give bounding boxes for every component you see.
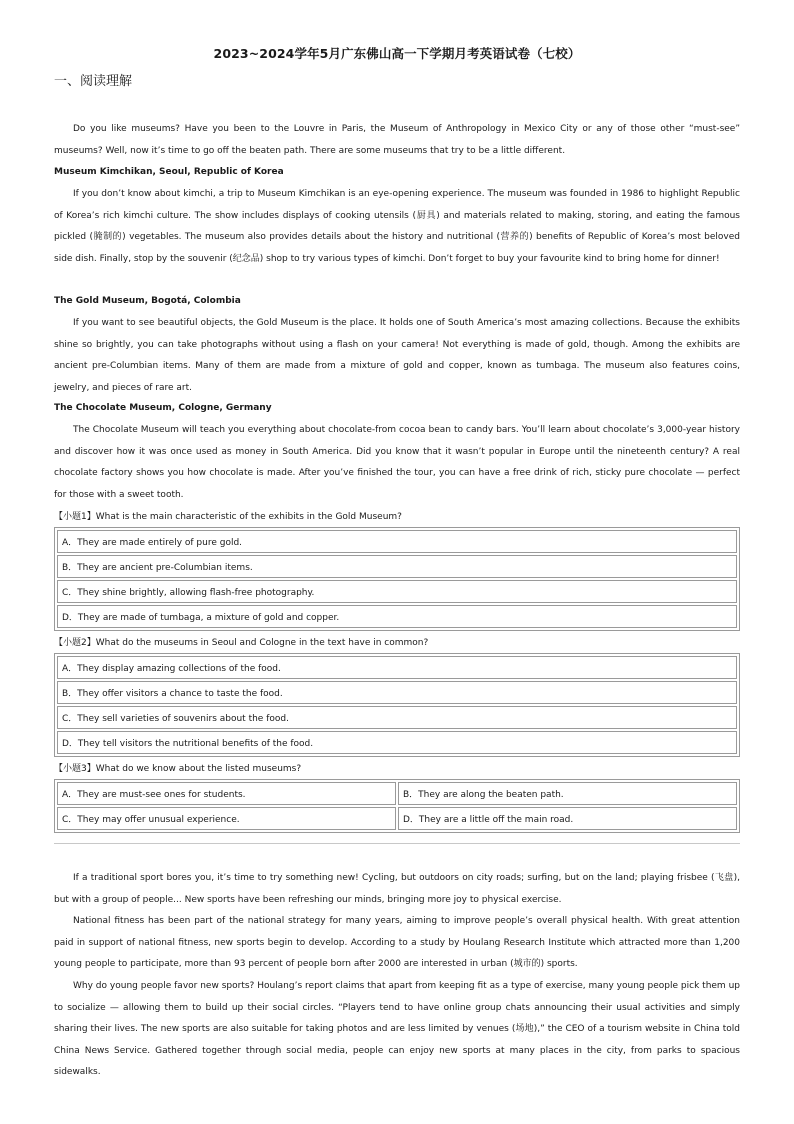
museum-text-gold: If you want to see beautiful objects, the Gold Museum is the place. It holds one of South America’s most amazing collections. Because the exhibits shine so brightly, you can take photographs without using a flash on your camera! Not everything is made of gold, though. Among the exhibits are ancient pre-Columbian items. Many of them are made from a mixture of gold and copper, known as tumbaga. The museum also features coins, jewelry, and pieces of rare art. — [54, 318, 740, 393]
museum-heading-gold: The Gold Museum, Bogotá, Colombia — [54, 296, 241, 306]
passage-divider — [54, 843, 740, 844]
museum-text-chocolate: The Chocolate Museum will teach you everything about chocolate-from cocoa bean to candy bars. You’ll learn about chocolate’s 3,000-year history and discover how it was once used as money in South America. Did you know that it wasn’t popular in Europe until the nineteenth century? A real chocolate factory shows you how chocolate is made. After you’ve finished the tour, you can have a free drink of rich, sticky pure chocolate — perfect for those with a sweet tooth. — [54, 425, 740, 500]
question-1-option-a[interactable]: A．They are made entirely of pure gold. — [57, 530, 737, 553]
question-2-option-a[interactable]: A．They display amazing collections of the food. — [57, 656, 737, 679]
question-1-option-c[interactable]: C．They shine brightly, allowing flash-free photography. — [57, 580, 737, 603]
question-3-option-d[interactable]: D．They are a little off the main road. — [398, 807, 737, 830]
question-1-stem: 【小题1】What is the main characteristic of the exhibits in the Gold Museum? — [54, 512, 402, 522]
passage1-intro: Do you like museums? Have you been to the Louvre in Paris, the Museum of Anthropology in Mexico City or any of those other “must-see” museums? Well, now it’s time to go off the beaten path. There are some museums that try to be a little different. — [54, 124, 740, 156]
passage2-paragraph-2: National fitness has been part of the national strategy for many years, aiming to improve people’s overall physical health. With great attention paid in support of national fitness, new sports begin to develop. According to a study by Houlang Research Institute which attracted more than 1,200 young people to participate, more than 93 percent of people born after 2000 are interested in urban (城市的) sports. — [54, 916, 740, 969]
section-heading: 一、阅读理解 — [54, 74, 133, 89]
museum-text-kimchikan: If you don’t know about kimchi, a trip to Museum Kimchikan is an eye-opening experience. The museum was founded in 1986 to highlight Republic of Korea’s rich kimchi culture. The show includes displays of cooking utensils (厨具) and materials related to making, storing, and eating the famous pickled (腌制的) vegetables. The museum also provides details about the history and nutritional (营养的) benefits of Republic of Korea’s most beloved side dish. Finally, stop by the souvenir (纪念品) shop to try various types of kimchi. Don’t forget to buy your favourite kind to bring home for dinner! — [54, 189, 740, 264]
question-2-option-c[interactable]: C．They sell varieties of souvenirs about the food. — [57, 706, 737, 729]
question-3-stem: 【小题3】What do we know about the listed museums? — [54, 764, 302, 774]
question-1-option-b[interactable]: B．They are ancient pre-Columbian items. — [57, 555, 737, 578]
question-3-option-b[interactable]: B．They are along the beaten path. — [398, 782, 737, 805]
exam-title: 2023~2024学年5月广东佛山高一下学期月考英语试卷（七校） — [213, 46, 581, 61]
passage2-paragraph-3: Why do young people favor new sports? Houlang’s report claims that apart from keeping fit as a type of exercise, many young people pick them up to socialize — allowing them to build up their social circles. “Players tend to have online group chats announcing their usual activities and simply sharing their lives. The new sports are also suitable for taking photos and are less limited by venues (场地),” the CEO of a tourism website in China told China News Service. Gathered together through social media, people can enjoy new sports at many places in the city, from parks to spacious sidewalks. — [54, 981, 740, 1077]
passage2-paragraph-1: If a traditional sport bores you, it’s time to try something new! Cycling, but outdoors on city roads; surfing, but on the land; playing frisbee (飞盘), but with a group of people... New sports have been refreshing our minds, bringing more joy to physical exercise. — [54, 873, 740, 905]
question-2-option-b[interactable]: B．They offer visitors a chance to taste the food. — [57, 681, 737, 704]
question-2-options — [54, 653, 740, 757]
question-2-stem: 【小题2】What do the museums in Seoul and Cologne in the text have in common? — [54, 638, 429, 648]
question-2-option-d[interactable]: D．They tell visitors the nutritional benefits of the food. — [57, 731, 737, 754]
museum-heading-chocolate: The Chocolate Museum, Cologne, Germany — [54, 403, 272, 413]
question-1-option-d[interactable]: D．They are made of tumbaga, a mixture of gold and copper. — [57, 605, 737, 628]
question-1-options — [54, 527, 740, 631]
question-3-option-a[interactable]: A．They are must-see ones for students. — [57, 782, 396, 805]
museum-heading-kimchikan: Museum Kimchikan, Seoul, Republic of Korea — [54, 167, 284, 177]
question-3-options — [54, 779, 740, 833]
question-3-option-c[interactable]: C．They may offer unusual experience. — [57, 807, 396, 830]
